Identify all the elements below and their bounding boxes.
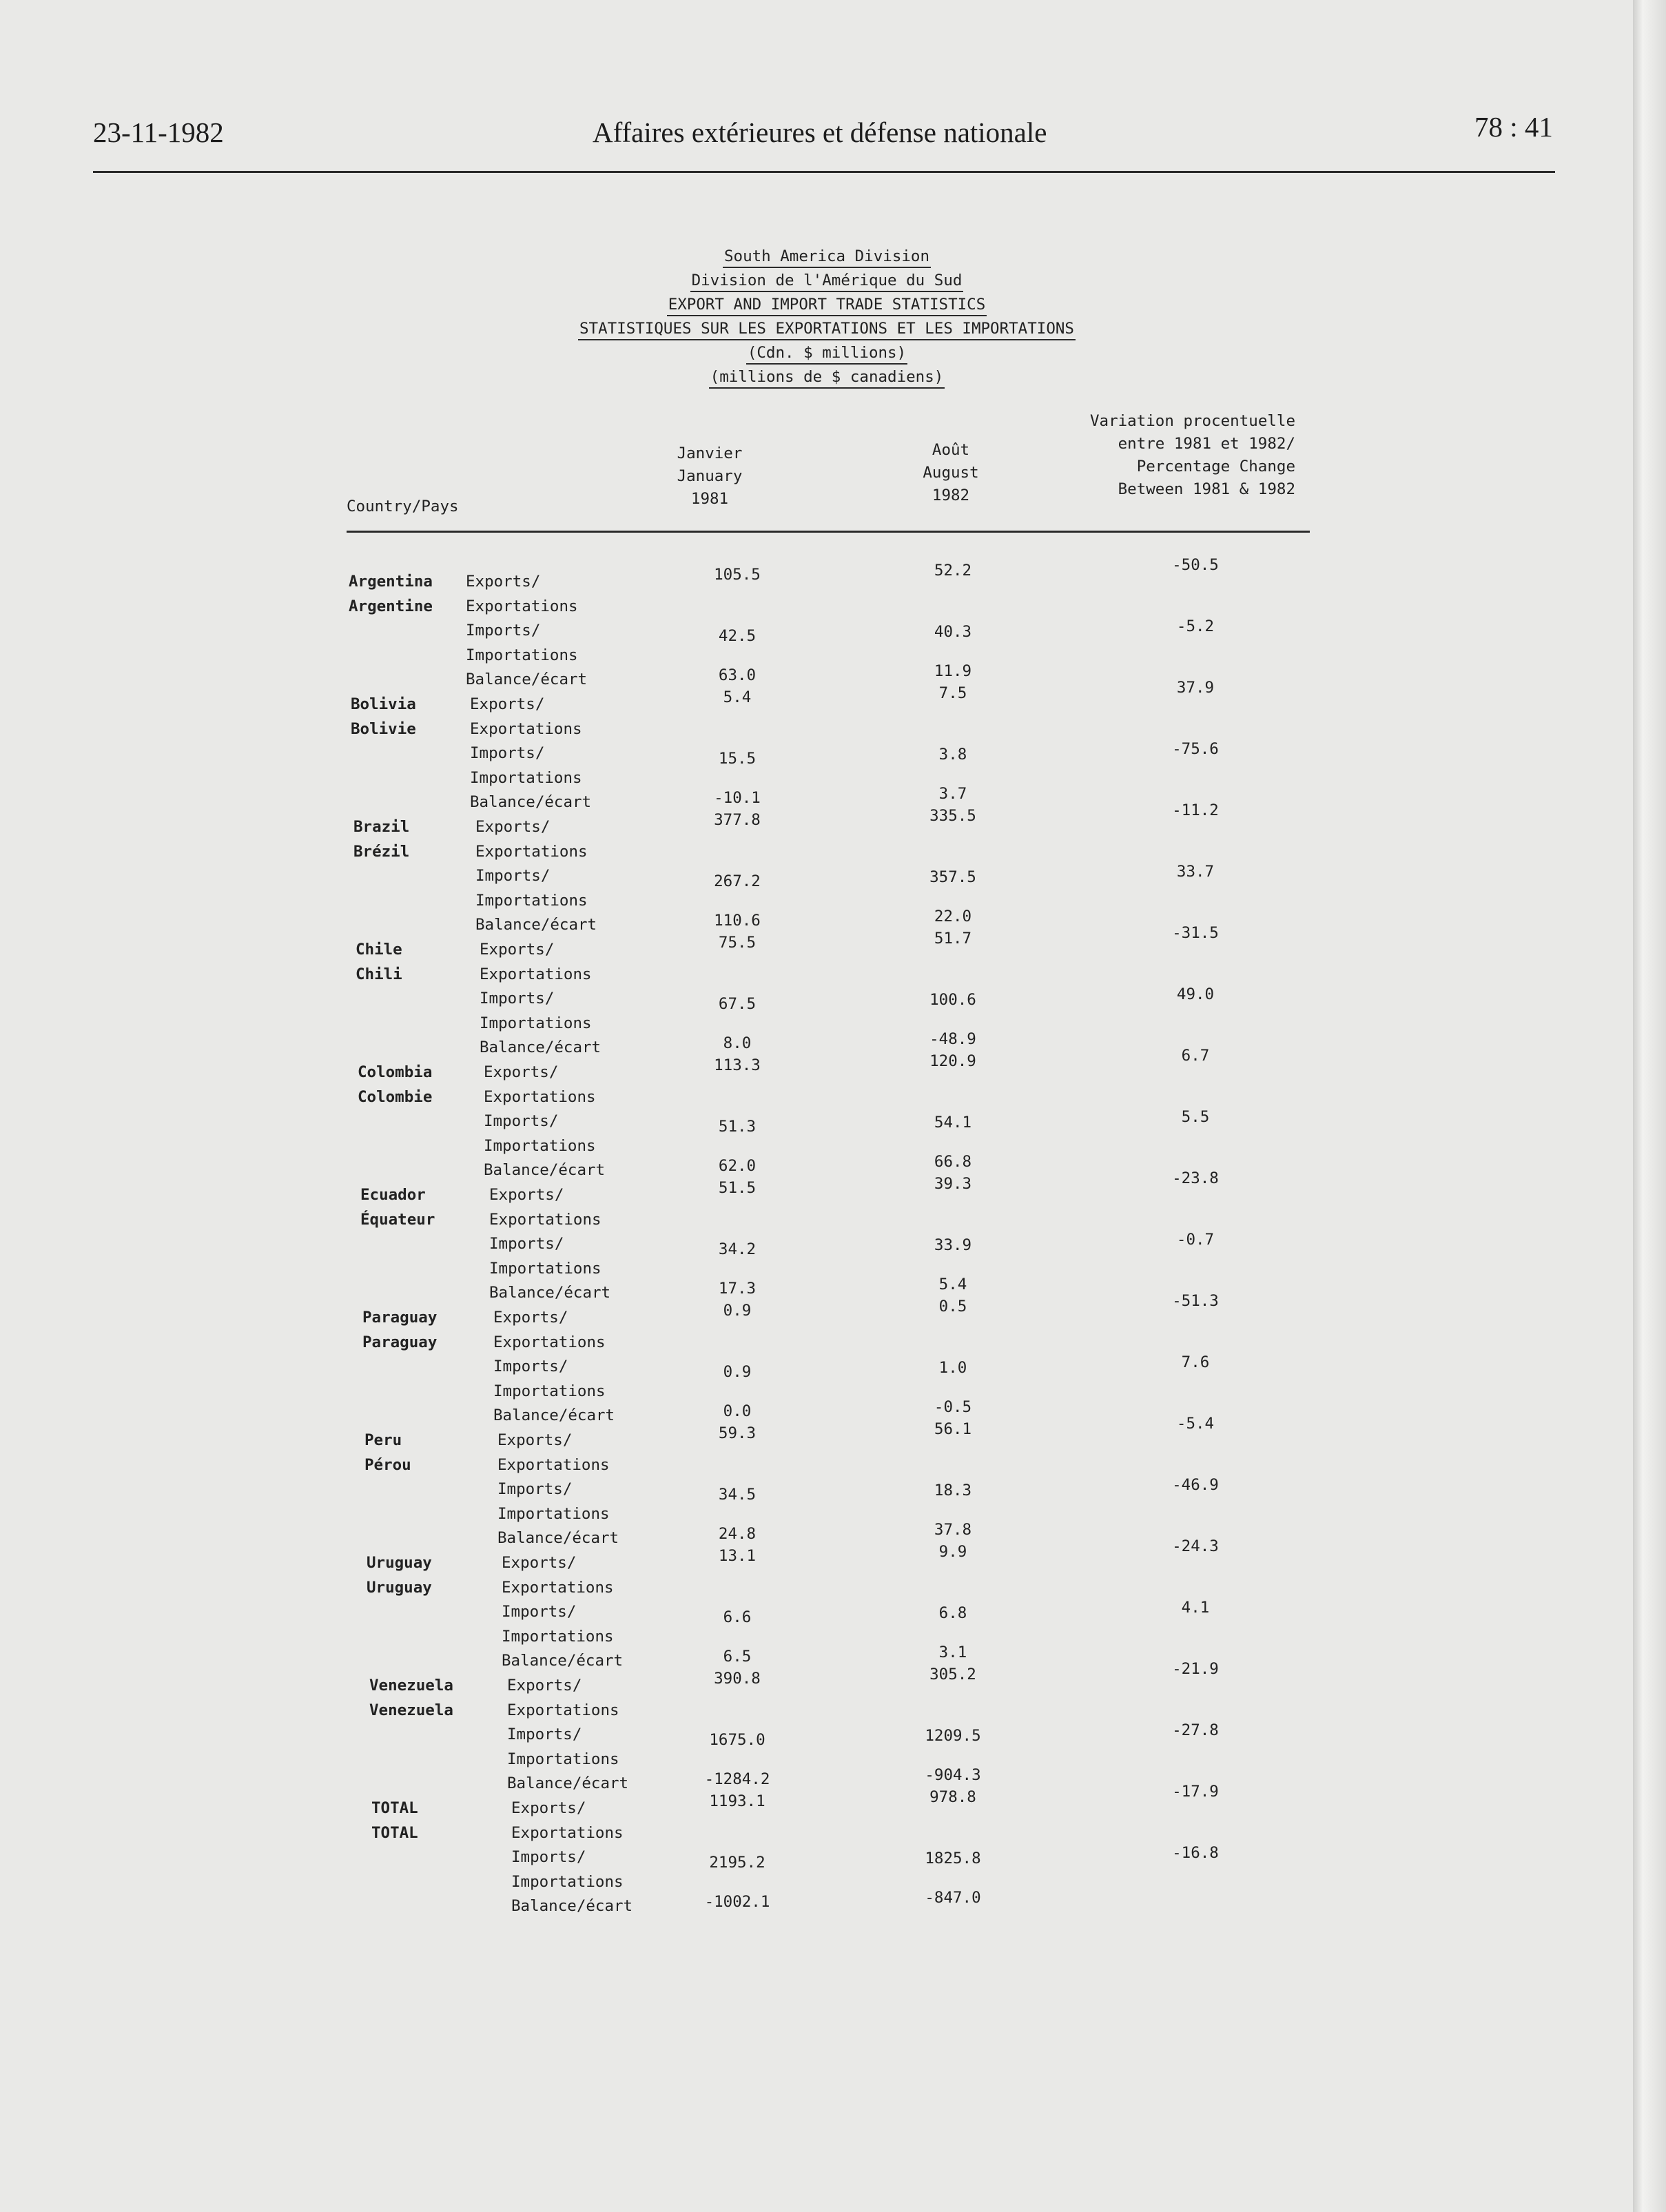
value-1982: 7.5: [938, 684, 967, 702]
row-label: Imports/: [502, 1603, 577, 1621]
percentage-change: -5.4: [1176, 1415, 1215, 1433]
row-label: Balance/écart: [480, 1038, 601, 1057]
country-name: Chili: [356, 965, 402, 983]
country-name: Bolivia: [351, 695, 416, 713]
row-label: Importations: [480, 1014, 592, 1032]
title-line: (Cdn. $ millions): [746, 342, 907, 365]
value-1982: 9.9: [938, 1543, 967, 1561]
row-label: Exportations: [484, 1087, 596, 1106]
value-1981: 390.8: [714, 1670, 761, 1688]
value-1982: 51.7: [934, 930, 972, 948]
row-label: Exports/: [470, 695, 545, 713]
row-label: Balance/écart: [466, 670, 588, 689]
title-line: STATISTIQUES SUR LES EXPORTATIONS ET LES IMPORTATIONS: [578, 318, 1076, 340]
country-name: Argentina: [349, 573, 433, 591]
percentage-change: -21.9: [1172, 1660, 1219, 1678]
column-header-1981: Janvier January 1981: [677, 444, 743, 508]
value-1981: 1675.0: [709, 1731, 765, 1750]
row-label: Exports/: [475, 818, 551, 836]
row-label: Exportations: [466, 597, 578, 615]
value-1982: 978.8: [929, 1788, 976, 1806]
row-label: Imports/: [497, 1480, 573, 1499]
percentage-change: -51.3: [1172, 1292, 1219, 1310]
percentage-change: 6.7: [1181, 1047, 1210, 1065]
row-label: Importations: [484, 1136, 596, 1155]
value-1981: 34.2: [718, 1240, 757, 1259]
title-line: Division de l'Amérique du Sud: [690, 270, 964, 292]
row-label: Exports/: [497, 1431, 573, 1449]
percentage-change: 37.9: [1176, 679, 1215, 697]
percentage-change: 33.7: [1176, 863, 1215, 881]
country-name: Brézil: [353, 842, 410, 861]
row-label: Importations: [502, 1627, 614, 1646]
value-1981: 0.9: [723, 1302, 752, 1320]
value-1981: -1284.2: [704, 1770, 770, 1789]
value-1982: 40.3: [934, 623, 972, 642]
country-name: Argentine: [349, 597, 433, 615]
row-label: Exports/: [466, 573, 541, 591]
value-1981: 59.3: [718, 1424, 757, 1442]
country-name: Brazil: [353, 818, 410, 836]
value-1981: -1002.1: [704, 1893, 770, 1912]
row-label: Exportations: [480, 965, 592, 983]
value-1981: 24.8: [718, 1525, 757, 1544]
row-label: Exportations: [475, 842, 588, 861]
value-1982: -904.3: [925, 1766, 981, 1785]
row-label: Exportations: [489, 1210, 601, 1229]
value-1981: 17.3: [718, 1280, 757, 1298]
title-line: (millions de $ canadiens): [709, 367, 945, 389]
value-1981: 62.0: [718, 1157, 757, 1176]
row-label: Balance/écart: [475, 916, 597, 934]
percentage-change: -17.9: [1172, 1783, 1219, 1801]
percentage-change: -27.8: [1172, 1721, 1219, 1740]
country-name: Paraguay: [362, 1309, 438, 1327]
value-1981: 5.4: [723, 688, 752, 706]
value-1981: 0.9: [723, 1363, 752, 1382]
value-1981: 6.6: [723, 1608, 752, 1627]
value-1982: 5.4: [938, 1276, 967, 1294]
header-title: Affaires extérieures et défense nationale: [593, 116, 1047, 148]
header-page-number: 78 : 41: [1474, 111, 1553, 143]
value-1981: 113.3: [714, 1056, 761, 1074]
percentage-change: -75.6: [1172, 740, 1219, 759]
percentage-change: -31.5: [1172, 924, 1219, 942]
row-label: Balance/écart: [497, 1529, 619, 1548]
percentage-change: 7.6: [1181, 1353, 1210, 1372]
row-label: Imports/: [470, 744, 545, 763]
value-1981: 13.1: [718, 1547, 757, 1565]
percentage-change: -23.8: [1172, 1169, 1219, 1187]
country-name: Chile: [356, 941, 402, 959]
row-label: Balance/écart: [484, 1161, 606, 1180]
value-1982: 66.8: [934, 1153, 972, 1171]
row-label: Imports/: [466, 622, 541, 640]
column-header-country: Country/Pays: [347, 498, 459, 515]
percentage-change: 49.0: [1176, 985, 1215, 1004]
value-1982: 120.9: [929, 1052, 976, 1070]
value-1981: 51.3: [718, 1118, 757, 1136]
row-label: Exportations: [502, 1578, 614, 1597]
country-name: Uruguay: [367, 1578, 432, 1597]
percentage-change: -50.5: [1172, 556, 1219, 574]
row-label: Exportations: [507, 1701, 619, 1719]
country-name: Venezuela: [369, 1701, 453, 1719]
row-label: Importations: [507, 1750, 619, 1768]
value-1982: 1.0: [938, 1359, 967, 1378]
percentage-change: -5.2: [1176, 617, 1215, 636]
value-1982: 1209.5: [925, 1727, 981, 1745]
country-name: Colombia: [358, 1063, 433, 1081]
percentage-change: -11.2: [1172, 801, 1219, 819]
row-label: Imports/: [489, 1235, 564, 1253]
value-1981: 42.5: [718, 627, 757, 646]
row-label: Exports/: [493, 1309, 568, 1327]
row-label: Balance/écart: [511, 1897, 633, 1916]
row-label: Exportations: [511, 1823, 624, 1842]
row-label: Imports/: [507, 1725, 582, 1744]
value-1982: -48.9: [929, 1030, 976, 1049]
row-label: Imports/: [484, 1112, 559, 1131]
row-label: Exports/: [489, 1186, 564, 1204]
value-1982: 3.8: [938, 746, 967, 764]
country-name: TOTAL: [371, 1823, 418, 1842]
percentage-change: -16.8: [1172, 1844, 1219, 1863]
row-label: Balance/écart: [502, 1652, 624, 1670]
row-label: Exports/: [507, 1677, 582, 1694]
value-1981: 6.5: [723, 1648, 752, 1666]
value-1982: 37.8: [934, 1521, 972, 1539]
country-name: Équateur: [360, 1210, 435, 1229]
value-1982: 56.1: [934, 1420, 972, 1438]
value-1981: 1193.1: [709, 1792, 765, 1810]
row-label: Imports/: [475, 867, 551, 885]
value-1982: 305.2: [929, 1666, 976, 1683]
table-titles: [482, 245, 1171, 389]
row-label: Balance/écart: [489, 1284, 611, 1302]
value-1981: -10.1: [714, 789, 761, 808]
title-line: EXPORT AND IMPORT TRADE STATISTICS: [667, 294, 987, 316]
title-line: South America Division: [723, 246, 931, 268]
value-1981: 0.0: [723, 1402, 752, 1421]
column-header-percentage-change: Variation procentuelle entre 1981 et 1982/ Percentage Change Between 1981 & 1982: [1089, 412, 1295, 498]
row-label: Exportations: [470, 719, 582, 738]
value-1982: 54.1: [934, 1114, 972, 1132]
value-1982: 39.3: [934, 1175, 972, 1193]
row-label: Importations: [466, 646, 578, 664]
page-edge: [1633, 0, 1666, 2212]
value-1982: 3.1: [938, 1643, 967, 1662]
value-1982: 11.9: [934, 662, 972, 681]
value-1981: 34.5: [718, 1486, 757, 1504]
row-label: Imports/: [480, 990, 555, 1008]
value-1982: 33.9: [934, 1236, 972, 1255]
row-label: Exportations: [497, 1455, 610, 1474]
percentage-change: -46.9: [1172, 1476, 1219, 1495]
row-label: Imports/: [493, 1358, 568, 1376]
row-label: Balance/écart: [507, 1774, 629, 1793]
table-header-rule: [347, 531, 1310, 533]
value-1982: 52.2: [934, 562, 972, 580]
value-1981: 377.8: [714, 811, 761, 829]
value-1982: 357.5: [929, 868, 976, 887]
value-1981: 105.5: [714, 566, 761, 584]
value-1982: -847.0: [925, 1889, 981, 1907]
header-date: 23-11-1982: [93, 116, 224, 148]
row-label: Balance/écart: [493, 1406, 615, 1425]
percentage-change: 4.1: [1181, 1599, 1210, 1617]
row-label: Importations: [493, 1382, 606, 1400]
value-1982: 6.8: [938, 1604, 967, 1623]
value-1981: 75.5: [718, 934, 757, 952]
column-header-1982: Août August 1982: [923, 441, 979, 504]
value-1981: 67.5: [718, 995, 757, 1014]
value-1982: 3.7: [938, 785, 967, 803]
value-1981: 2195.2: [709, 1854, 765, 1872]
country-name: Ecuador: [360, 1186, 426, 1204]
value-1982: 1825.8: [925, 1850, 981, 1868]
row-label: Importations: [475, 891, 588, 910]
value-1981: 15.5: [718, 750, 757, 768]
row-label: Importations: [470, 768, 582, 787]
value-1982: 0.5: [938, 1298, 967, 1315]
row-label: Importations: [497, 1504, 610, 1523]
value-1982: 22.0: [934, 908, 972, 926]
country-name: Pérou: [364, 1455, 411, 1474]
country-name: TOTAL: [371, 1799, 418, 1817]
row-label: Importations: [489, 1259, 601, 1278]
row-label: Exports/: [502, 1554, 577, 1572]
percentage-change: -0.7: [1176, 1231, 1215, 1249]
value-1981: 267.2: [714, 872, 761, 891]
country-name: Uruguay: [367, 1554, 432, 1572]
value-1981: 110.6: [714, 912, 761, 930]
value-1982: -0.5: [934, 1398, 972, 1417]
row-label: Exportations: [493, 1333, 606, 1351]
value-1981: 8.0: [723, 1034, 752, 1053]
value-1982: 100.6: [929, 991, 976, 1010]
row-label: Exports/: [484, 1063, 559, 1081]
value-1981: 51.5: [718, 1179, 757, 1197]
row-label: Imports/: [511, 1848, 586, 1867]
country-name: Colombie: [358, 1087, 433, 1106]
row-label: Balance/écart: [470, 793, 592, 812]
value-1981: 63.0: [718, 666, 757, 685]
country-name: Peru: [364, 1431, 402, 1449]
row-label: Exports/: [511, 1799, 586, 1817]
row-label: Importations: [511, 1872, 624, 1891]
percentage-change: 5.5: [1181, 1108, 1210, 1127]
value-1982: 335.5: [929, 807, 976, 825]
country-name: Venezuela: [369, 1677, 453, 1694]
row-label: Exports/: [480, 941, 555, 959]
percentage-change: -24.3: [1172, 1537, 1219, 1555]
country-name: Bolivie: [351, 719, 416, 738]
header-rule: [93, 171, 1555, 173]
country-name: Paraguay: [362, 1333, 438, 1351]
value-1982: 18.3: [934, 1482, 972, 1500]
